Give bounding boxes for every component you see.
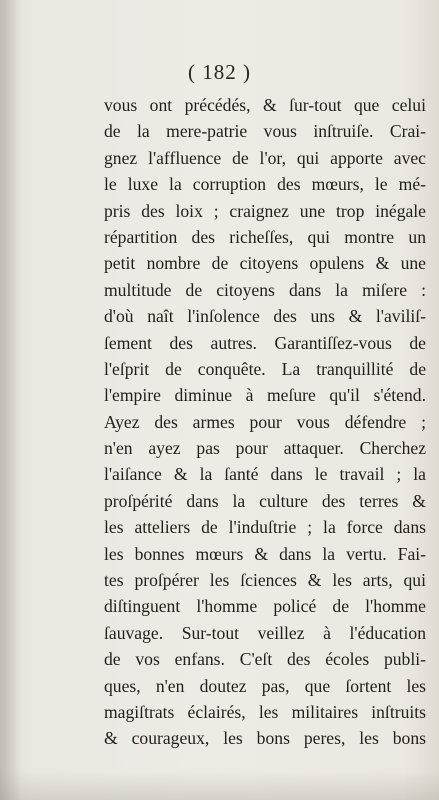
text-line: d'où naît l'inſolence des uns & l'aviliſ-: [104, 306, 426, 327]
text-line: le luxe la corruption des mœurs, le mé-: [104, 174, 426, 195]
page-number: ( 182 ): [188, 60, 251, 84]
body-text: [104, 92, 426, 752]
text-line: de vos enfans. C'eſt des écoles publi-: [104, 649, 426, 670]
text-line: vous ont précédés, & ſur-tout que celui: [104, 95, 426, 115]
text-line: gnez l'affluence de l'or, qui apporte avec: [104, 147, 426, 168]
text-line: proſpérité dans la culture des terres &: [104, 490, 426, 511]
text-line: magiſtrats éclairés, les militaires inſtruits: [104, 701, 426, 722]
text-line: n'en ayez pas pour attaquer. Cherchez: [104, 438, 426, 459]
text-line: les bonnes mœurs & dans la vertu. Fai-: [104, 543, 426, 564]
text-line: pris des loix ; craignez une trop inégale: [104, 200, 426, 221]
text-line: de la mere-patrie vous inſtruiſe. Crai-: [104, 121, 426, 142]
text-line: l'empire diminue à meſure qu'il s'étend.: [104, 385, 426, 406]
text-line: ques, n'en doutez pas, que ſortent les: [104, 675, 426, 696]
text-line: multitude de citoyens dans la miſere :: [104, 279, 426, 300]
gutter-shadow: [0, 0, 22, 800]
text-line: ſement des autres. Garantiſſez-vous de: [104, 332, 426, 353]
text-line: l'eſprit de conquête. La tranquillité de: [104, 358, 426, 379]
text-line: tes proſpérer les ſciences & les arts, qui: [104, 570, 426, 591]
text-line: petit nombre de citoyens opulens & une: [104, 253, 426, 274]
text-line: répartition des richeſſes, qui montre un: [104, 226, 426, 247]
text-line: les atteliers de l'induſtrie ; la force dans: [104, 517, 426, 538]
text-line: ſauvage. Sur-tout veillez à l'éducation: [104, 622, 426, 643]
text-line: l'aiſance & la ſanté dans le travail ; la: [104, 464, 426, 485]
text-line: Ayez des armes pour vous défendre ;: [104, 411, 426, 432]
text-line: & courageux, les bons peres, les bons: [104, 728, 426, 749]
bottom-edge-shadow: [0, 770, 439, 800]
text-line: diſtinguent l'homme policé de l'homme: [104, 596, 426, 617]
